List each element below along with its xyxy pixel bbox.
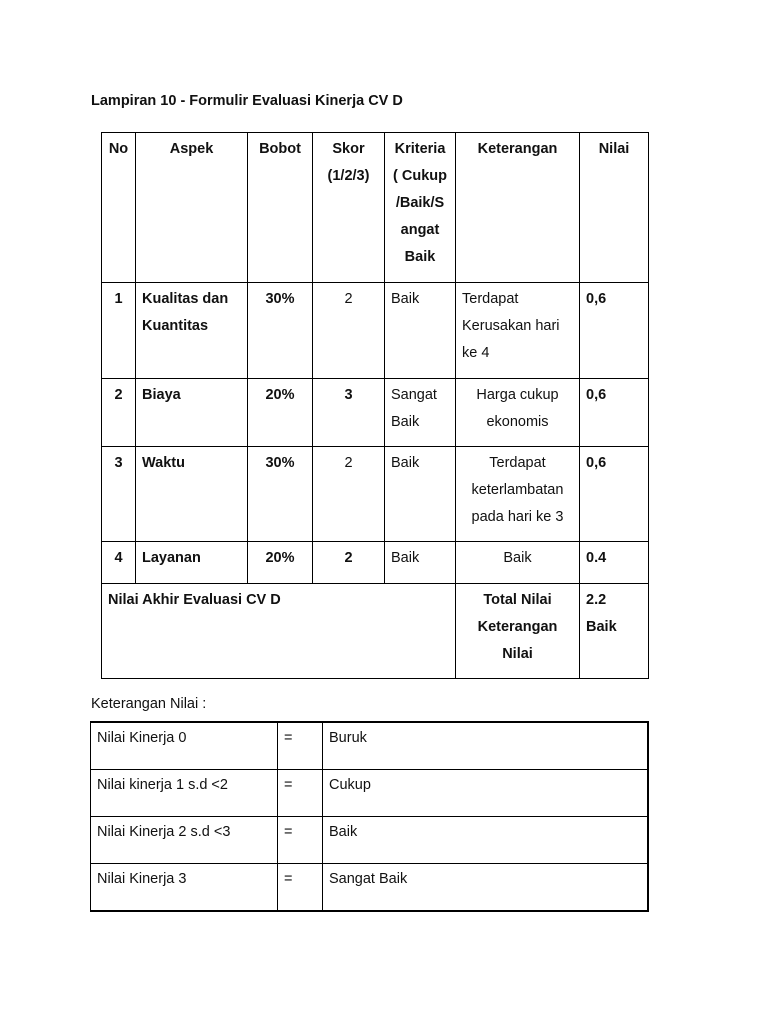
- legend-desc: Baik: [323, 817, 648, 864]
- cell-bobot: 20%: [248, 379, 313, 447]
- legend-range: Nilai Kinerja 3: [91, 864, 278, 912]
- cell-skor: 2: [313, 447, 385, 542]
- legend-row: [91, 722, 648, 770]
- legend-row: [91, 770, 648, 817]
- cell-no: 2: [102, 379, 136, 447]
- cell-skor: 3: [313, 379, 385, 447]
- total-label: Total Nilai Keterangan Nilai: [456, 584, 580, 679]
- cell-no: 3: [102, 447, 136, 542]
- cell-nilai: 0,6: [580, 447, 649, 542]
- total-desc: Baik: [586, 619, 617, 635]
- cell-no: 4: [102, 542, 136, 584]
- cell-aspek: Kualitas dan Kuantitas: [136, 283, 248, 379]
- header-nilai: Nilai: [580, 133, 649, 283]
- total-value: 2.2: [586, 592, 607, 608]
- legend-table: [90, 721, 649, 912]
- table-row: [102, 379, 649, 447]
- header-bobot: Bobot: [248, 133, 313, 283]
- legend-range: Nilai Kinerja 0: [91, 722, 278, 770]
- legend-range: Nilai kinerja 1 s.d <2: [91, 770, 278, 817]
- keterangan-text-cont: ke 4: [462, 345, 490, 361]
- cell-kriteria: Baik: [385, 447, 456, 542]
- header-skor: Skor (1/2/3): [313, 133, 385, 283]
- header-no: No: [102, 133, 136, 283]
- cell-kriteria: Baik: [385, 542, 456, 584]
- document-title: Lampiran 10 - Formulir Evaluasi Kinerja CV D: [91, 93, 403, 109]
- cell-kriteria: Sangat Baik: [385, 379, 456, 447]
- cell-nilai: 0,6: [580, 283, 649, 379]
- table-row: [102, 542, 649, 584]
- legend-equals: =: [278, 864, 323, 912]
- cell-aspek: Biaya: [136, 379, 248, 447]
- legend-equals: =: [278, 817, 323, 864]
- cell-bobot: 30%: [248, 447, 313, 542]
- legend-desc: Cukup: [323, 770, 648, 817]
- evaluation-table: [101, 132, 649, 679]
- keterangan-text: Terdapat Kerusakan hari: [462, 291, 560, 334]
- final-evaluation-label: Nilai Akhir Evaluasi CV D: [102, 584, 456, 679]
- cell-aspek: Waktu: [136, 447, 248, 542]
- header-aspek: Aspek: [136, 133, 248, 283]
- cell-nilai: 0.4: [580, 542, 649, 584]
- cell-kriteria: Baik: [385, 283, 456, 379]
- table-footer-row: [102, 584, 649, 679]
- table-header-row: [102, 133, 649, 283]
- header-keterangan: Keterangan: [456, 133, 580, 283]
- cell-keterangan: Terdapat keterlambatan pada hari ke 3: [456, 447, 580, 542]
- legend-label: Keterangan Nilai :: [91, 696, 207, 712]
- cell-keterangan: [456, 283, 580, 379]
- cell-no: 1: [102, 283, 136, 379]
- table-row: [102, 447, 649, 542]
- legend-equals: =: [278, 722, 323, 770]
- cell-keterangan: Harga cukup ekonomis: [456, 379, 580, 447]
- cell-keterangan: Baik: [456, 542, 580, 584]
- cell-skor: 2: [313, 283, 385, 379]
- legend-equals: =: [278, 770, 323, 817]
- cell-aspek: Layanan: [136, 542, 248, 584]
- header-kriteria: Kriteria ( Cukup /Baik/S angat Baik: [385, 133, 456, 283]
- cell-nilai: 0,6: [580, 379, 649, 447]
- legend-desc: Sangat Baik: [323, 864, 648, 912]
- legend-row: [91, 817, 648, 864]
- cell-bobot: 20%: [248, 542, 313, 584]
- legend-row: [91, 864, 648, 912]
- table-row: [102, 283, 649, 379]
- total-cell: [580, 584, 649, 679]
- legend-range: Nilai Kinerja 2 s.d <3: [91, 817, 278, 864]
- cell-bobot: 30%: [248, 283, 313, 379]
- legend-desc: Buruk: [323, 722, 648, 770]
- cell-skor: 2: [313, 542, 385, 584]
